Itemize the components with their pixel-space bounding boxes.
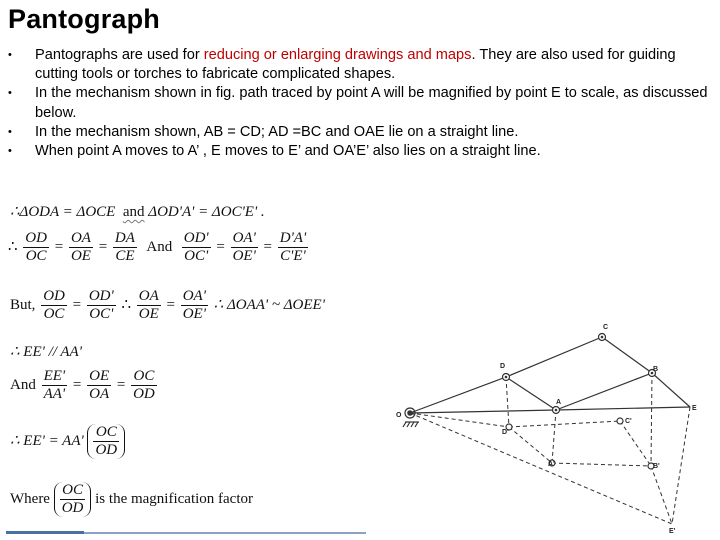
label-c: C — [603, 324, 609, 331]
math-line-parallel: ∴ EE' // AA' — [10, 344, 82, 360]
label-e: E — [692, 405, 697, 412]
pantograph-diagram — [372, 300, 712, 536]
math-line-and-ratio: And $\frac{EE'}{AA'}$ = $\frac{OE}{OA}$ = $\frac{OC}{OD}$ — [10, 368, 155, 402]
bullet-icon: • — [8, 49, 12, 61]
math-line-ratios: ∴ $\frac{OD}{OC}$ = $\frac{OA}{OE}$ = $\frac{DA}{CE}$ And $\frac{OD'}{OC'}$ = $\frac{OA'}{OE'}$ = $\frac{D'A'}{C'E'}$ — [8, 230, 307, 264]
label-o: O — [396, 412, 402, 419]
label-ap: A' — [548, 461, 555, 468]
dashed-links — [410, 373, 690, 524]
label-dp: D' — [502, 429, 509, 436]
label-a: A — [556, 399, 562, 406]
label-b: B — [653, 366, 659, 373]
label-d: D — [500, 363, 506, 370]
math-line-but: But, $\frac{OD}{OC}$ = $\frac{OD'}{OC'}$ ∴ $\frac{OA}{OE}$ = $\frac{OA'}{OE'}$ ∴ ΔOAA' ~ ΔOEE' — [10, 288, 325, 322]
label-cp: C' — [625, 418, 632, 425]
joint-cp — [617, 418, 623, 424]
solid-links — [410, 337, 690, 413]
bullet-icon: • — [8, 125, 12, 138]
bullet-item: • In the mechanism shown in fig. path traced by point A will be magnified by point E to scale, as discussed below. — [8, 85, 708, 121]
bullet-list — [8, 46, 712, 161]
math-line-result: ∴ EE' = AA' $\frac{OC}{OD}$ — [10, 424, 125, 459]
bullet-item: • Pantographs are used for reducing or enlarging drawings and maps. They are also used for guiding cutting tools or torches to fabricate complicated shapes. — [8, 47, 676, 83]
slide-title: Pantograph — [8, 4, 161, 34]
label-ep: E' — [669, 528, 676, 535]
footer-accent — [6, 531, 84, 534]
bullet-icon: • — [8, 87, 12, 100]
label-bp: B' — [653, 463, 660, 470]
math-line-triangles: ∴ΔODA = ΔOCE and ΔOD'A' = ΔOC'E' . — [10, 204, 265, 220]
bullet-item: • When point A moves to A’ , E moves to E’ and OA’E’ also lies on a straight line. — [8, 142, 712, 161]
highlighted-text: reducing or enlarging drawings and maps — [203, 47, 472, 63]
math-line-where: Where $\frac{OC}{OD}$ is the magnification factor — [10, 482, 253, 516]
bullet-item: • In the mechanism shown, AB = CD; AD =BC and OAE lie on a straight line. — [8, 123, 712, 142]
bullet-icon: • — [8, 145, 12, 158]
